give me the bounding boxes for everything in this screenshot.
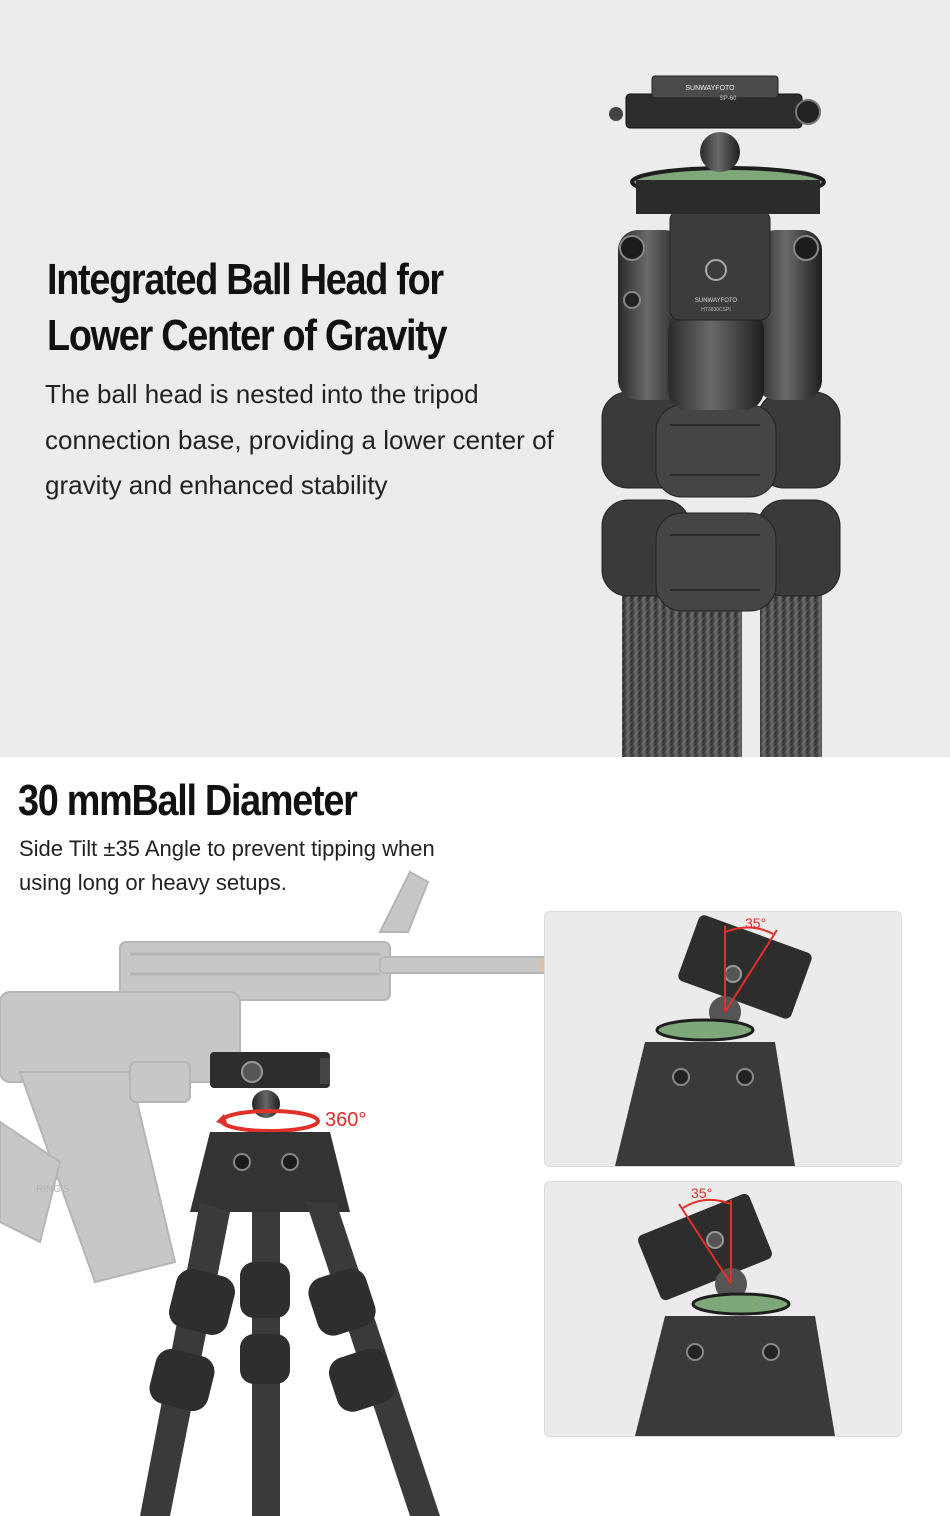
tripod-closeup-image: [560, 70, 860, 757]
tripod-with-rifle-image: [130, 1022, 460, 1516]
tilt-detail-panel-top: [544, 911, 902, 1167]
tilt-detail-panel-bottom: [544, 1181, 902, 1437]
base-model-text: HT3830CSPI: [701, 307, 731, 313]
section2-description: Side Tilt ±35 Angle to prevent tipping when using long or heavy setups.: [19, 836, 435, 895]
panel-bottom-angle-label: 35°: [691, 1185, 713, 1201]
base-brand-text: SUNWAYFOTO: [694, 298, 738, 304]
panel-top-angle-label: 35°: [745, 915, 767, 931]
clamp-brand-text: SUNWAYFOTO: [685, 85, 735, 92]
section1-title-line2: Lower Center of Gravity: [47, 311, 447, 360]
section2-title: 30 mmBall Diameter: [18, 776, 357, 825]
clamp-model-text: SP-60: [719, 96, 737, 102]
feature-section-ball-diameter: [0, 757, 950, 1516]
rifle-marking-text: RING'S: [36, 1184, 70, 1195]
section1-title: [47, 252, 446, 364]
section1-title-line1: Integrated Ball Head for: [47, 255, 443, 304]
feature-section-ball-head: [0, 0, 950, 757]
section1-description: The ball head is nested into the tripod connection base, providing a lower center of gravity and enhanced stability: [45, 379, 554, 500]
rotation-label: 360°: [325, 1109, 367, 1131]
